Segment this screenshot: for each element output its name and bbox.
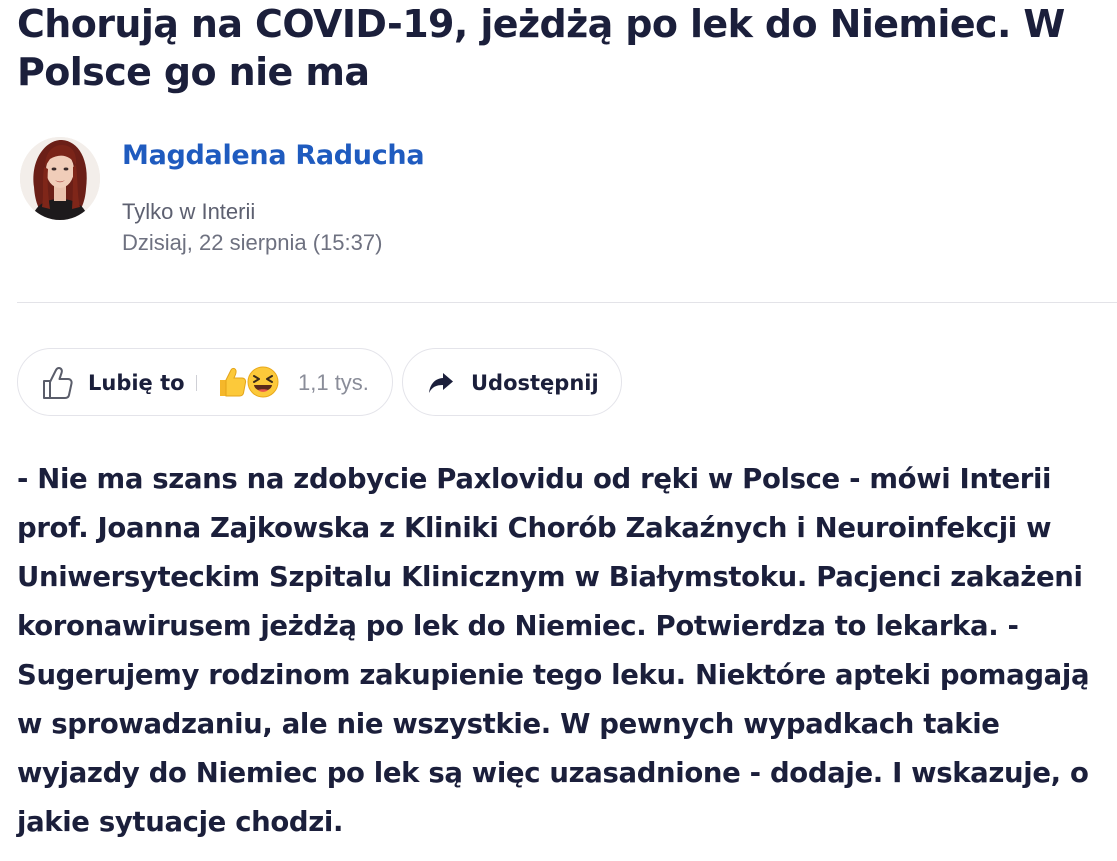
divider [17, 302, 1117, 303]
separator [196, 375, 197, 391]
thumbs-up-outline-icon [40, 365, 74, 401]
article-headline: Chorują na COVID-19, jeżdżą po lek do Niemiec. W Polsce go nie ma [17, 2, 1065, 94]
share-button[interactable] [402, 348, 622, 416]
share-arrow-icon [427, 370, 455, 396]
article-lead: - Nie ma szans na zdobycie Paxlovidu od ręki w Polsce - mówi Interii prof. Joanna Zajkowska z Kliniki Chorób Zakaźnych i Neuroinfekcji w Uniwersyteckim Szpitalu Klinicznym w Białymstoku. Pacjenci zakażeni koronawirusem jeżdżą po lek do Niemiec. Potwierdza to lekarka. - Sugerujemy rodzinom zakupienie tego leku. Niektóre apteki pomagają w sprowadzaniu, ale nie wszystkie. W pewnych wypadkach takie wyjazdy do Niemiec po lek są więc uzasadnione - dodaje. I wskazuje, o jakie sytuacje chodzi. [17, 463, 1090, 838]
author-name-link[interactable]: Magdalena Raducha [122, 140, 425, 171]
exclusive-label: Tylko w Interii [122, 199, 256, 224]
like-count: 1,1 tys. [298, 370, 369, 395]
like-button[interactable] [17, 348, 393, 416]
share-label: Udostępnij [471, 371, 599, 395]
publish-date: Dzisiaj, 22 sierpnia (15:37) [122, 230, 383, 255]
author-avatar[interactable] [20, 137, 100, 220]
author-portrait [20, 137, 100, 220]
like-label: Lubię to [88, 371, 185, 395]
laughing-emoji-icon[interactable] [246, 365, 280, 399]
thumbs-up-emoji-icon[interactable] [215, 365, 249, 399]
